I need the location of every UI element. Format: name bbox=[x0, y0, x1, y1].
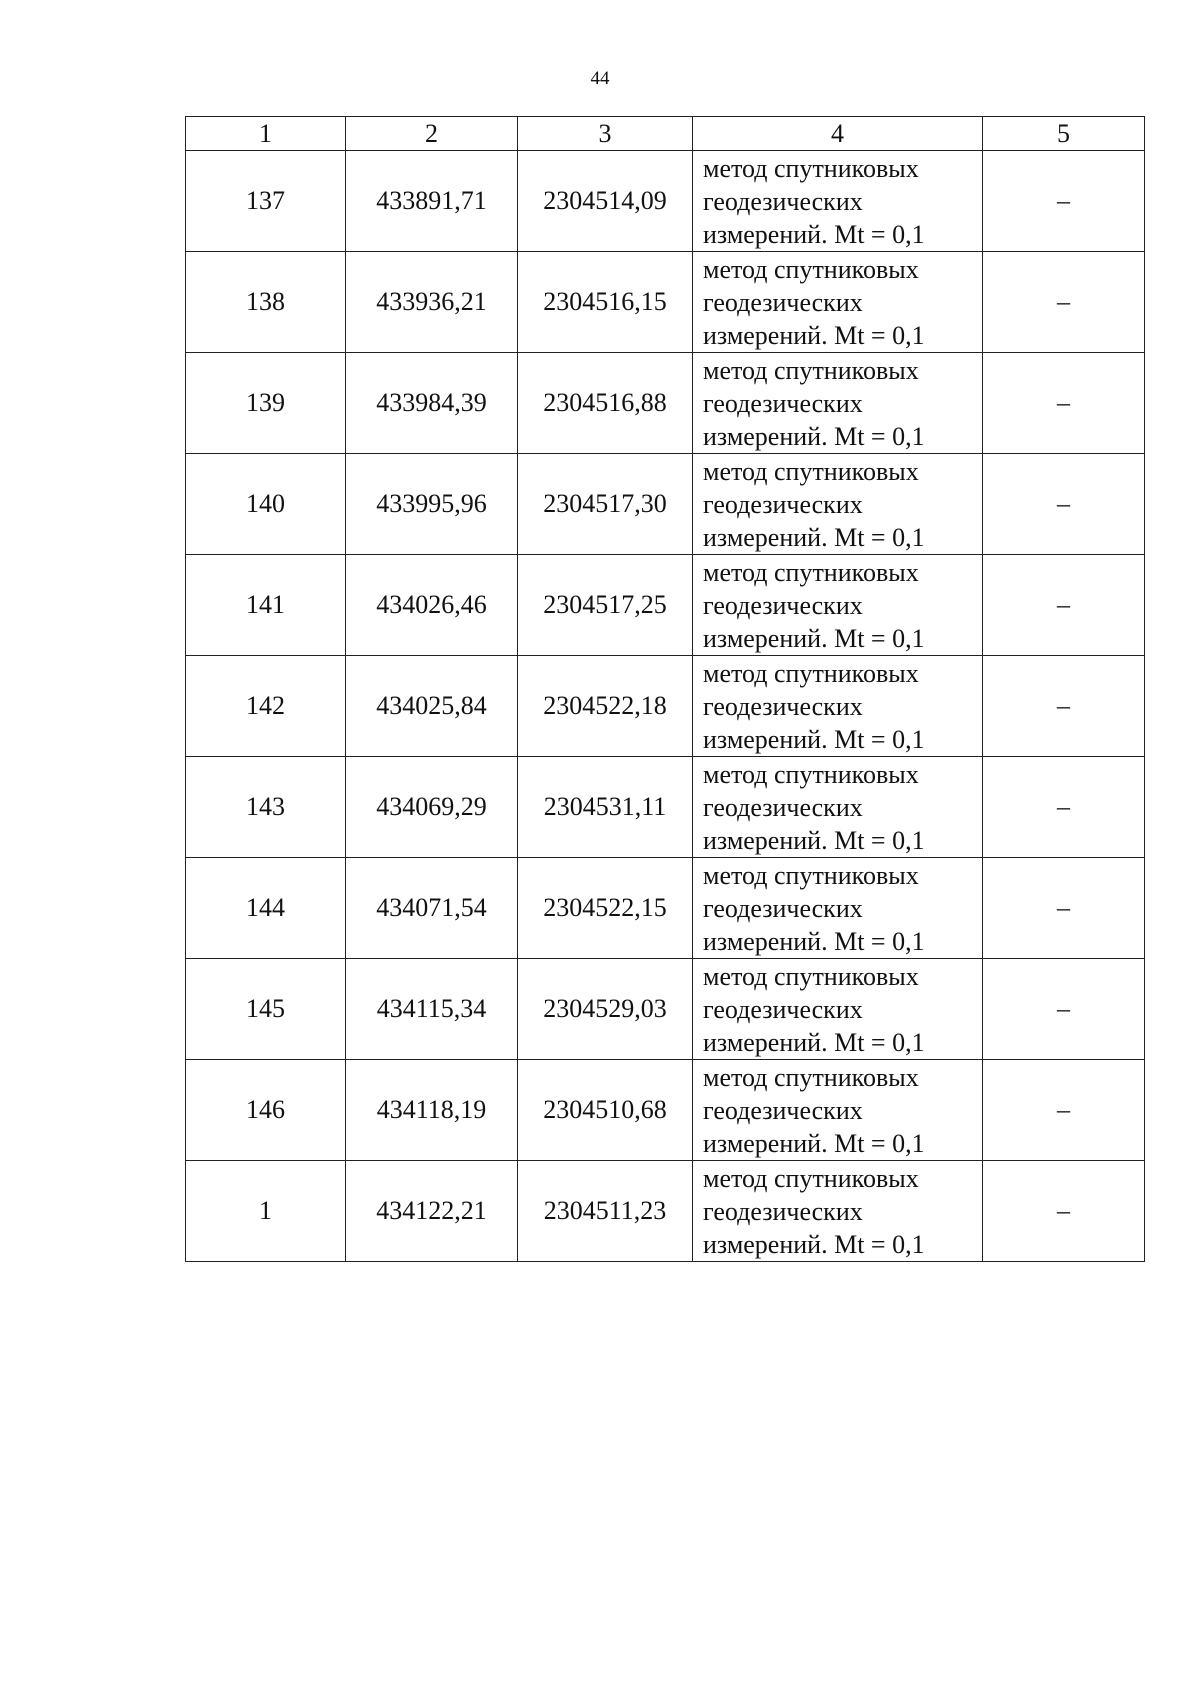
method-line: измерений. Mt = 0,1 bbox=[703, 1027, 925, 1057]
point-number-cell: 141 bbox=[186, 555, 346, 656]
description-cell: – bbox=[983, 1161, 1145, 1262]
method-line: метод спутниковых bbox=[703, 1062, 919, 1092]
y-coordinate-cell: 2304531,11 bbox=[518, 757, 693, 858]
y-coordinate-cell: 2304529,03 bbox=[518, 959, 693, 1060]
method-line: геодезических bbox=[703, 893, 863, 923]
method-cell bbox=[693, 757, 983, 858]
y-coordinate-cell: 2304516,15 bbox=[518, 252, 693, 353]
coordinates-table bbox=[185, 116, 1145, 1262]
description-cell: – bbox=[983, 151, 1145, 252]
y-coordinate-cell: 2304514,09 bbox=[518, 151, 693, 252]
method-line: метод спутниковых bbox=[703, 759, 919, 789]
point-number-cell: 1 bbox=[186, 1161, 346, 1262]
x-coordinate-cell: 434025,84 bbox=[346, 656, 518, 757]
method-cell bbox=[693, 1060, 983, 1161]
point-number-cell: 140 bbox=[186, 454, 346, 555]
description-cell: – bbox=[983, 757, 1145, 858]
table-row bbox=[186, 353, 1145, 454]
table-row bbox=[186, 252, 1145, 353]
x-coordinate-cell: 434122,21 bbox=[346, 1161, 518, 1262]
method-line: геодезических bbox=[703, 1095, 863, 1125]
method-line: метод спутниковых bbox=[703, 557, 919, 587]
method-cell bbox=[693, 1161, 983, 1262]
x-coordinate-cell: 434026,46 bbox=[346, 555, 518, 656]
method-line: геодезических bbox=[703, 792, 863, 822]
method-line: метод спутниковых bbox=[703, 153, 919, 183]
y-coordinate-cell: 2304510,68 bbox=[518, 1060, 693, 1161]
description-cell: – bbox=[983, 656, 1145, 757]
method-line: метод спутниковых bbox=[703, 860, 919, 890]
description-cell: – bbox=[983, 252, 1145, 353]
y-coordinate-cell: 2304517,25 bbox=[518, 555, 693, 656]
method-line: метод спутниковых bbox=[703, 355, 919, 385]
y-coordinate-cell: 2304522,18 bbox=[518, 656, 693, 757]
x-coordinate-cell: 433936,21 bbox=[346, 252, 518, 353]
table-row bbox=[186, 1161, 1145, 1262]
point-number-cell: 142 bbox=[186, 656, 346, 757]
method-line: геодезических bbox=[703, 691, 863, 721]
table-row bbox=[186, 959, 1145, 1060]
point-number-cell: 145 bbox=[186, 959, 346, 1060]
x-coordinate-cell: 433984,39 bbox=[346, 353, 518, 454]
point-number-cell: 143 bbox=[186, 757, 346, 858]
point-number-cell: 146 bbox=[186, 1060, 346, 1161]
point-number-cell: 137 bbox=[186, 151, 346, 252]
x-coordinate-cell: 434071,54 bbox=[346, 858, 518, 959]
point-number-cell: 138 bbox=[186, 252, 346, 353]
method-line: измерений. Mt = 0,1 bbox=[703, 421, 925, 451]
x-coordinate-cell: 433995,96 bbox=[346, 454, 518, 555]
method-line: геодезических bbox=[703, 186, 863, 216]
y-coordinate-cell: 2304517,30 bbox=[518, 454, 693, 555]
method-line: измерений. Mt = 0,1 bbox=[703, 926, 925, 956]
method-line: геодезических bbox=[703, 388, 863, 418]
method-cell bbox=[693, 858, 983, 959]
header-col-2: 2 bbox=[346, 117, 518, 151]
method-line: геодезических bbox=[703, 489, 863, 519]
method-line: измерений. Mt = 0,1 bbox=[703, 320, 925, 350]
point-number-cell: 139 bbox=[186, 353, 346, 454]
point-number-cell: 144 bbox=[186, 858, 346, 959]
description-cell: – bbox=[983, 353, 1145, 454]
method-cell bbox=[693, 353, 983, 454]
x-coordinate-cell: 433891,71 bbox=[346, 151, 518, 252]
method-cell bbox=[693, 454, 983, 555]
header-col-4: 4 bbox=[693, 117, 983, 151]
method-line: измерений. Mt = 0,1 bbox=[703, 1128, 925, 1158]
table-row bbox=[186, 151, 1145, 252]
x-coordinate-cell: 434118,19 bbox=[346, 1060, 518, 1161]
table-header bbox=[186, 117, 1145, 151]
method-line: геодезических bbox=[703, 287, 863, 317]
table-body bbox=[186, 151, 1145, 1262]
header-col-1: 1 bbox=[186, 117, 346, 151]
header-row bbox=[186, 117, 1145, 151]
method-line: измерений. Mt = 0,1 bbox=[703, 219, 925, 249]
method-line: метод спутниковых bbox=[703, 1163, 919, 1193]
page-number: 44 bbox=[590, 68, 610, 89]
method-cell bbox=[693, 555, 983, 656]
table-row bbox=[186, 656, 1145, 757]
method-line: метод спутниковых bbox=[703, 658, 919, 688]
method-cell bbox=[693, 252, 983, 353]
table-row bbox=[186, 555, 1145, 656]
method-line: измерений. Mt = 0,1 bbox=[703, 522, 925, 552]
description-cell: – bbox=[983, 454, 1145, 555]
method-line: измерений. Mt = 0,1 bbox=[703, 1229, 925, 1259]
method-line: измерений. Mt = 0,1 bbox=[703, 724, 925, 754]
method-line: метод спутниковых bbox=[703, 456, 919, 486]
method-line: измерений. Mt = 0,1 bbox=[703, 623, 925, 653]
description-cell: – bbox=[983, 959, 1145, 1060]
description-cell: – bbox=[983, 555, 1145, 656]
method-line: геодезических bbox=[703, 590, 863, 620]
table-row bbox=[186, 757, 1145, 858]
method-cell bbox=[693, 959, 983, 1060]
method-line: метод спутниковых bbox=[703, 254, 919, 284]
x-coordinate-cell: 434069,29 bbox=[346, 757, 518, 858]
table-row bbox=[186, 858, 1145, 959]
method-line: метод спутниковых bbox=[703, 961, 919, 991]
method-line: измерений. Mt = 0,1 bbox=[703, 825, 925, 855]
header-col-3: 3 bbox=[518, 117, 693, 151]
description-cell: – bbox=[983, 858, 1145, 959]
y-coordinate-cell: 2304511,23 bbox=[518, 1161, 693, 1262]
method-line: геодезических bbox=[703, 1196, 863, 1226]
method-cell bbox=[693, 151, 983, 252]
method-line: геодезических bbox=[703, 994, 863, 1024]
x-coordinate-cell: 434115,34 bbox=[346, 959, 518, 1060]
header-col-5: 5 bbox=[983, 117, 1145, 151]
method-cell bbox=[693, 656, 983, 757]
table-row bbox=[186, 1060, 1145, 1161]
y-coordinate-cell: 2304522,15 bbox=[518, 858, 693, 959]
y-coordinate-cell: 2304516,88 bbox=[518, 353, 693, 454]
table-row bbox=[186, 454, 1145, 555]
description-cell: – bbox=[983, 1060, 1145, 1161]
